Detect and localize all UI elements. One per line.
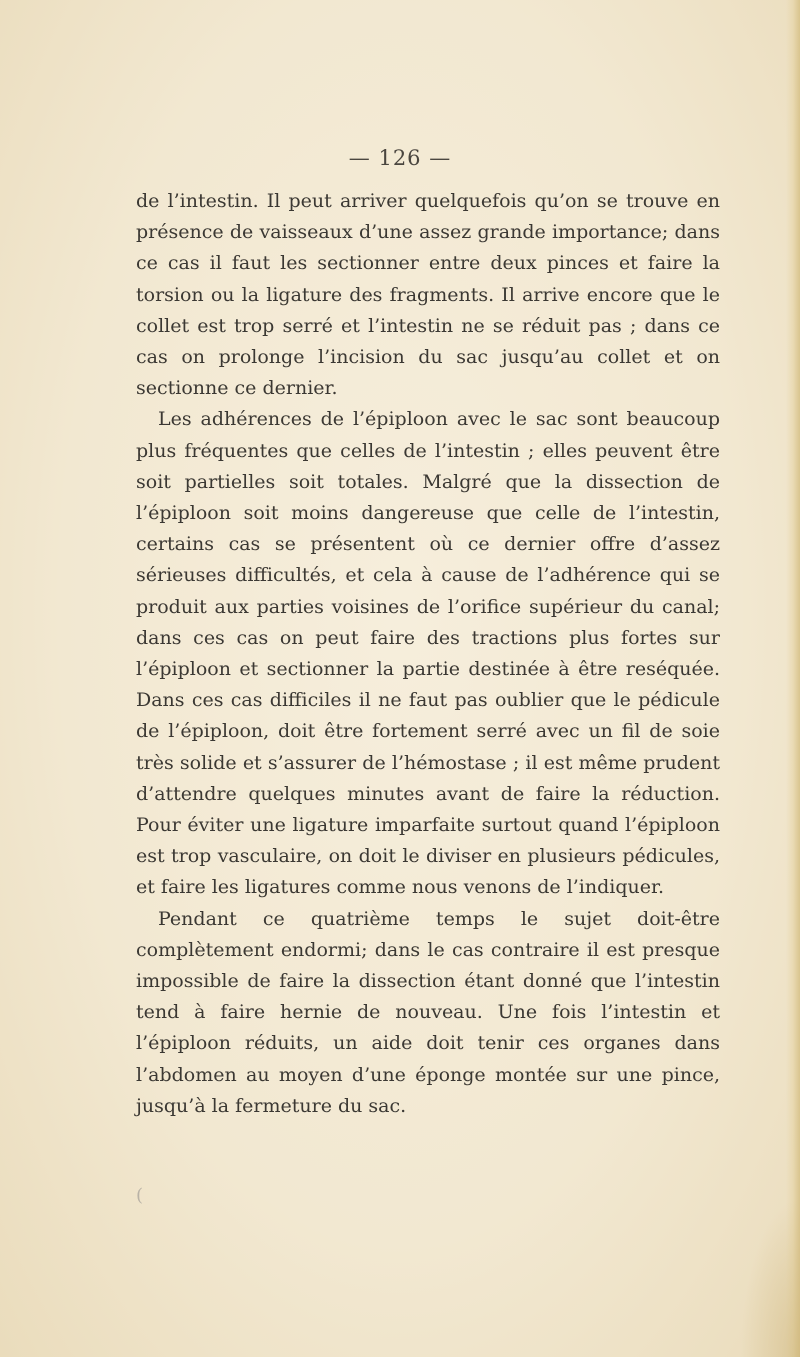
page-edge-shadow (786, 0, 800, 1357)
body-text (136, 186, 720, 1122)
stray-mark: ( (136, 1185, 144, 1206)
page-number: — 126 — (348, 146, 452, 170)
paragraph-1: de l’intestin. Il peut arriver quelquefois qu’on se trouve en présence de vaisseaux d’une assez grande importance; dans ce cas il faut les sectionner entre deux pinces et faire la torsion ou la ligature des fragments. Il arrive encore que le collet est trop serré et l’intestin ne se réduit pas ; dans ce cas on prolonge l’incision du sac jusqu’au collet et on sectionne ce dernier. (136, 190, 720, 400)
paragraph-2: Les adhérences de l’épiploon avec le sac sont beaucoup plus fréquentes que celles de l’intestin ; elles peuvent être soit partielles soit totales. Malgré que la dissection de l’épiploon soit moins dangereuse que celle de l’intestin, certains cas se présentent où ce dernier offre d’assez sérieuses difficultés, et cela à cause de l’adhérence qui se produit aux parties voisines de l’orifice supérieur du canal; dans ces cas on peut faire des tractions plus fortes sur l’épiploon et sectionner la partie destinée à être reséquée. Dans ces cas difficiles il ne faut pas oublier que le pédicule de l’épiploon, doit être fortement serré avec un fil de soie très solide et s’assurer de l’hémostase ; il est même prudent d’attendre quelques minutes avant de faire la réduction. Pour éviter une ligature imparfaite surtout quand l’épiploon est trop vasculaire, on doit le diviser en plusieurs pédicules, et faire les ligatures comme nous venons de l’indiquer. (136, 408, 720, 899)
paragraph-3: Pendant ce quatrième temps le sujet doit-être complètement endormi; dans le cas contraire il est presque impossible de faire la dissection étant donné que l’intestin tend à faire hernie de nouveau. Une fois l’intestin et l’épiploon réduits, un aide doit tenir ces organes dans l’abdomen au moyen d’une éponge montée sur une pince, jusqu’à la fermeture du sac. (136, 907, 720, 1117)
page-corner-stain (740, 1197, 800, 1357)
